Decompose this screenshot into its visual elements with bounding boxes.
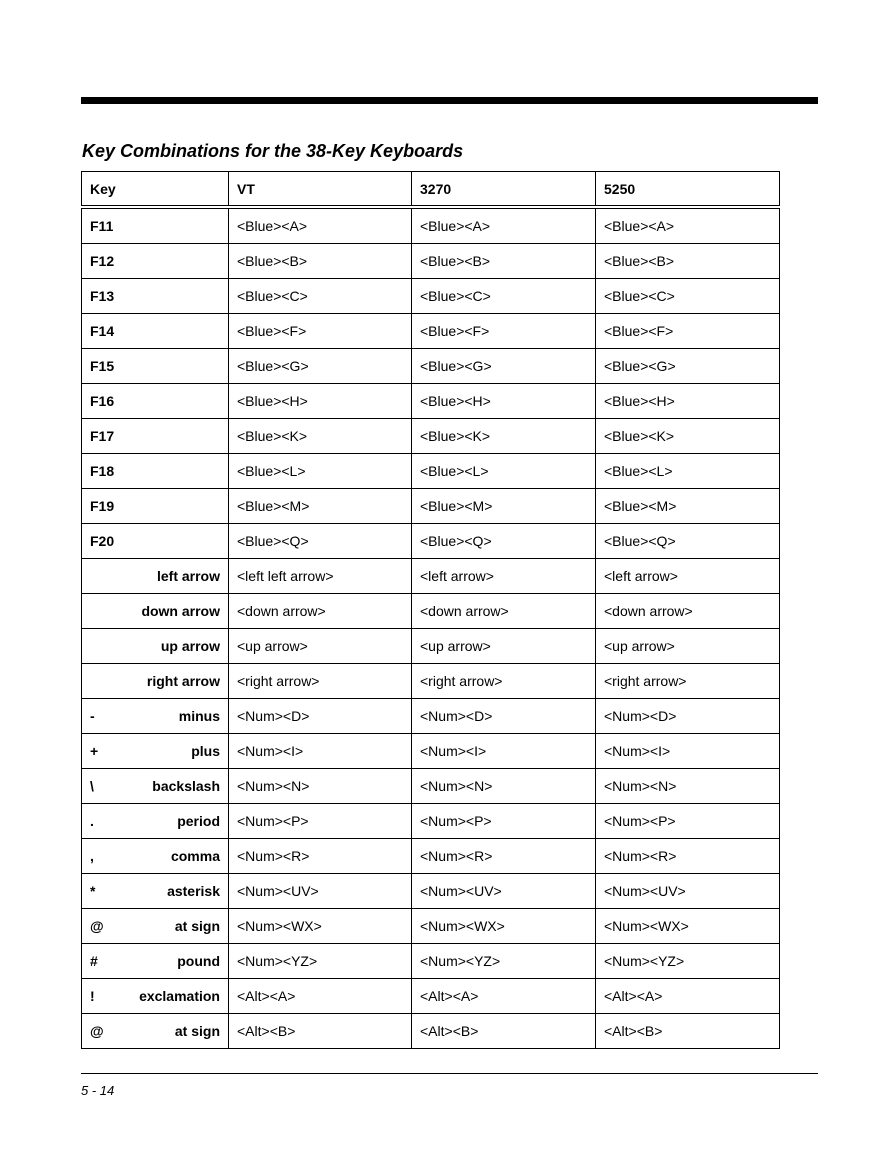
5250-cell: <Blue><B> <box>596 244 780 279</box>
3270-cell: <Blue><H> <box>412 384 596 419</box>
5250-cell: <Blue><G> <box>596 349 780 384</box>
vt-cell: <Num><UV> <box>229 874 412 909</box>
key-cell <box>82 244 229 279</box>
5250-cell: <right arrow> <box>596 664 780 699</box>
3270-cell: <Blue><B> <box>412 244 596 279</box>
3270-cell: <Num><D> <box>412 699 596 734</box>
5250-cell: <Num><I> <box>596 734 780 769</box>
vt-cell: <Num><I> <box>229 734 412 769</box>
key-label: period <box>177 813 220 829</box>
key-cell-content <box>90 253 220 269</box>
table-row <box>82 489 780 524</box>
5250-cell: <Num><P> <box>596 804 780 839</box>
bottom-rule <box>81 1073 818 1074</box>
key-symbol: . <box>90 813 94 829</box>
key-label: minus <box>178 708 220 724</box>
vt-cell: <Blue><A> <box>229 207 412 244</box>
table-row <box>82 1014 780 1049</box>
key-cell-content <box>90 883 220 899</box>
vt-cell: <Num><YZ> <box>229 944 412 979</box>
key-symbol: F19 <box>90 498 115 514</box>
table-row <box>82 419 780 454</box>
3270-cell: <Blue><F> <box>412 314 596 349</box>
vt-cell: <Alt><A> <box>229 979 412 1014</box>
table-row <box>82 594 780 629</box>
5250-cell: <Blue><H> <box>596 384 780 419</box>
key-symbol: F17 <box>90 428 115 444</box>
key-symbol: @ <box>90 918 104 934</box>
key-cell <box>82 909 229 944</box>
table-row <box>82 384 780 419</box>
vt-cell: <Blue><C> <box>229 279 412 314</box>
key-cell-content <box>90 393 220 409</box>
vt-cell: <Num><N> <box>229 769 412 804</box>
5250-cell: <Blue><L> <box>596 454 780 489</box>
column-header-vt: VT <box>229 172 412 208</box>
key-cell <box>82 349 229 384</box>
key-label: asterisk <box>167 883 220 899</box>
key-cell-content <box>90 988 220 1004</box>
key-symbol: ! <box>90 988 95 1004</box>
key-cell-content <box>90 708 220 724</box>
table-row <box>82 664 780 699</box>
table-body <box>82 207 780 1049</box>
key-cell <box>82 734 229 769</box>
5250-cell: <Blue><K> <box>596 419 780 454</box>
key-symbol: F13 <box>90 288 115 304</box>
key-cell <box>82 384 229 419</box>
key-cell <box>82 874 229 909</box>
key-cell-content <box>90 953 220 969</box>
3270-cell: <down arrow> <box>412 594 596 629</box>
vt-cell: <left left arrow> <box>229 559 412 594</box>
3270-cell: <Num><YZ> <box>412 944 596 979</box>
3270-cell: <up arrow> <box>412 629 596 664</box>
3270-cell: <Num><I> <box>412 734 596 769</box>
vt-cell: <Blue><F> <box>229 314 412 349</box>
3270-cell: <Blue><G> <box>412 349 596 384</box>
3270-cell: <Num><N> <box>412 769 596 804</box>
key-cell <box>82 489 229 524</box>
vt-cell: <Alt><B> <box>229 1014 412 1049</box>
table-row <box>82 909 780 944</box>
vt-cell: <Blue><K> <box>229 419 412 454</box>
table-row <box>82 244 780 279</box>
5250-cell: <down arrow> <box>596 594 780 629</box>
key-combinations-table <box>81 171 780 1049</box>
table-row <box>82 279 780 314</box>
key-symbol: F18 <box>90 463 115 479</box>
key-label: backslash <box>152 778 220 794</box>
vt-cell: <Blue><Q> <box>229 524 412 559</box>
5250-cell: <Num><D> <box>596 699 780 734</box>
key-cell-content <box>90 533 220 549</box>
table-row <box>82 839 780 874</box>
key-label: at sign <box>174 1023 220 1039</box>
3270-cell: <Alt><A> <box>412 979 596 1014</box>
3270-cell: <Blue><A> <box>412 207 596 244</box>
key-symbol: F20 <box>90 533 115 549</box>
key-cell <box>82 699 229 734</box>
key-symbol: F16 <box>90 393 115 409</box>
key-cell-content <box>90 813 220 829</box>
key-symbol: # <box>90 953 98 969</box>
key-cell <box>82 629 229 664</box>
3270-cell: <Num><UV> <box>412 874 596 909</box>
table-row <box>82 349 780 384</box>
3270-cell: <Num><P> <box>412 804 596 839</box>
5250-cell: <Num><N> <box>596 769 780 804</box>
table-row <box>82 979 780 1014</box>
5250-cell: <Alt><B> <box>596 1014 780 1049</box>
table-row <box>82 874 780 909</box>
column-header-5250: 5250 <box>596 172 780 208</box>
5250-cell: <Blue><Q> <box>596 524 780 559</box>
top-rule <box>81 97 818 104</box>
3270-cell: <right arrow> <box>412 664 596 699</box>
key-cell-content <box>90 428 220 444</box>
key-cell <box>82 524 229 559</box>
table-header <box>82 172 780 208</box>
key-symbol: F15 <box>90 358 115 374</box>
3270-cell: <Num><WX> <box>412 909 596 944</box>
key-cell-content <box>90 778 220 794</box>
3270-cell: <Num><R> <box>412 839 596 874</box>
key-cell <box>82 559 229 594</box>
3270-cell: <Blue><Q> <box>412 524 596 559</box>
page-number: 5 - 14 <box>81 1083 115 1098</box>
vt-cell: <right arrow> <box>229 664 412 699</box>
table-row <box>82 454 780 489</box>
5250-cell: <Alt><A> <box>596 979 780 1014</box>
column-header-key: Key <box>82 172 229 208</box>
5250-cell: <Num><UV> <box>596 874 780 909</box>
key-cell-content <box>90 463 220 479</box>
vt-cell: <Blue><L> <box>229 454 412 489</box>
key-symbol: F14 <box>90 323 115 339</box>
key-cell <box>82 594 229 629</box>
key-symbol: , <box>90 848 94 864</box>
3270-cell: <Blue><L> <box>412 454 596 489</box>
key-cell-content <box>90 603 220 619</box>
vt-cell: <Blue><H> <box>229 384 412 419</box>
vt-cell: <down arrow> <box>229 594 412 629</box>
3270-cell: <Alt><B> <box>412 1014 596 1049</box>
key-label: down arrow <box>141 603 220 619</box>
vt-cell: <Blue><B> <box>229 244 412 279</box>
key-cell-content <box>90 673 220 689</box>
key-cell-content <box>90 568 220 584</box>
table-row <box>82 804 780 839</box>
table-row <box>82 734 780 769</box>
key-cell <box>82 314 229 349</box>
5250-cell: <Blue><A> <box>596 207 780 244</box>
key-cell <box>82 419 229 454</box>
table-row <box>82 524 780 559</box>
vt-cell: <up arrow> <box>229 629 412 664</box>
vt-cell: <Num><D> <box>229 699 412 734</box>
key-label: up arrow <box>160 638 220 654</box>
key-symbol: - <box>90 708 95 724</box>
5250-cell: <Blue><M> <box>596 489 780 524</box>
key-cell-content <box>90 498 220 514</box>
table-row <box>82 769 780 804</box>
key-cell <box>82 207 229 244</box>
table-row <box>82 629 780 664</box>
key-cell-content <box>90 1023 220 1039</box>
vt-cell: <Num><P> <box>229 804 412 839</box>
key-cell <box>82 1014 229 1049</box>
key-symbol: @ <box>90 1023 104 1039</box>
key-cell <box>82 839 229 874</box>
key-cell <box>82 944 229 979</box>
key-symbol: * <box>90 883 96 899</box>
5250-cell: <Blue><C> <box>596 279 780 314</box>
5250-cell: <Num><R> <box>596 839 780 874</box>
5250-cell: <Num><WX> <box>596 909 780 944</box>
3270-cell: <left arrow> <box>412 559 596 594</box>
5250-cell: <left arrow> <box>596 559 780 594</box>
key-cell-content <box>90 848 220 864</box>
table-row <box>82 699 780 734</box>
key-symbol: F12 <box>90 253 115 269</box>
key-cell-content <box>90 638 220 654</box>
key-symbol: F11 <box>90 218 114 234</box>
key-label: exclamation <box>139 988 220 1004</box>
vt-cell: <Num><WX> <box>229 909 412 944</box>
key-cell-content <box>90 323 220 339</box>
key-cell-content <box>90 288 220 304</box>
key-cell <box>82 804 229 839</box>
key-cell-content <box>90 218 220 234</box>
key-symbol: \ <box>90 778 94 794</box>
table-header-row <box>82 172 780 208</box>
key-cell-content <box>90 743 220 759</box>
vt-cell: <Blue><G> <box>229 349 412 384</box>
5250-cell: <Blue><F> <box>596 314 780 349</box>
table-row <box>82 314 780 349</box>
vt-cell: <Num><R> <box>229 839 412 874</box>
key-label: left arrow <box>156 568 220 584</box>
key-label: right arrow <box>146 673 220 689</box>
vt-cell: <Blue><M> <box>229 489 412 524</box>
key-label: comma <box>170 848 220 864</box>
3270-cell: <Blue><M> <box>412 489 596 524</box>
key-symbol: + <box>90 743 99 759</box>
key-cell <box>82 769 229 804</box>
key-label: plus <box>191 743 220 759</box>
table-row <box>82 944 780 979</box>
5250-cell: <up arrow> <box>596 629 780 664</box>
table-row <box>82 207 780 244</box>
3270-cell: <Blue><C> <box>412 279 596 314</box>
key-cell-content <box>90 918 220 934</box>
key-cell <box>82 664 229 699</box>
page-title: Key Combinations for the 38-Key Keyboards <box>82 141 464 161</box>
table-row <box>82 559 780 594</box>
key-cell <box>82 454 229 489</box>
key-label: at sign <box>174 918 220 934</box>
key-cell-content <box>90 358 220 374</box>
key-cell <box>82 979 229 1014</box>
key-cell <box>82 279 229 314</box>
3270-cell: <Blue><K> <box>412 419 596 454</box>
5250-cell: <Num><YZ> <box>596 944 780 979</box>
key-label: pound <box>177 953 220 969</box>
column-header-3270: 3270 <box>412 172 596 208</box>
